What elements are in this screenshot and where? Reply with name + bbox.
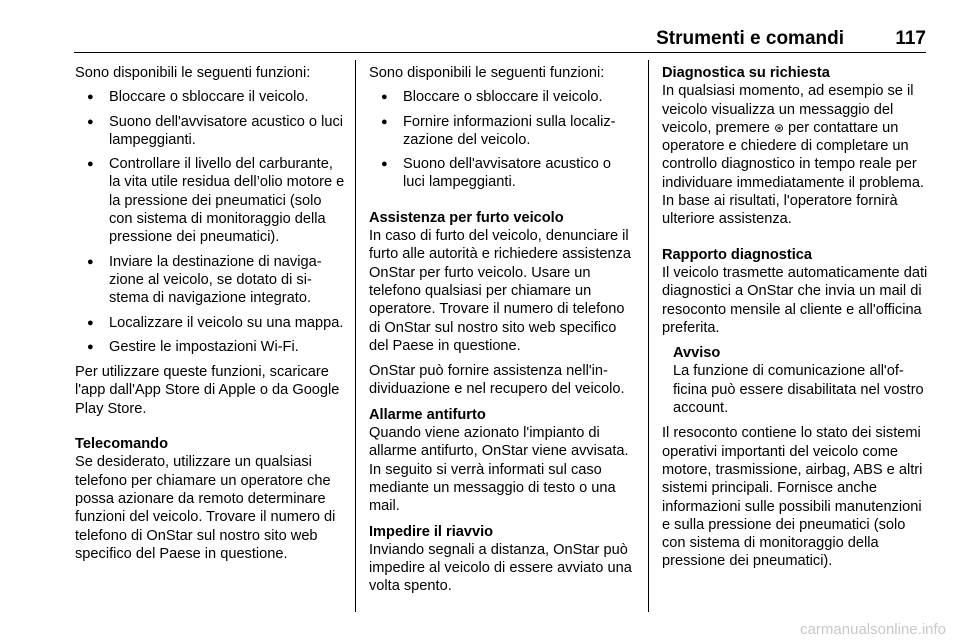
- functions-list: [369, 88, 634, 191]
- list-item: ● Suono dell'avvisatore acustico o luci lampeggianti.: [369, 155, 634, 192]
- alarm-paragraph: Quando viene azionato l'impianto di allarme antifurto, OnStar viene avvisata. In seguito si verrà informati sul caso mediante un messaggio di testo o una mail.: [369, 425, 629, 515]
- note-heading: Avviso: [673, 345, 721, 362]
- theft-paragraph-2: OnStar può fornire assistenza nell'individuazione e nel recupero del veicolo.: [369, 363, 625, 398]
- functions-intro: Sono disponibili le seguenti funzioni:: [369, 65, 605, 81]
- section-title: Strumenti e comandi: [656, 28, 844, 49]
- remote-paragraph: Se desiderato, utilizzare un qualsiasi telefono per chiamare un operatore che possa azionare da remoto determinare funzioni del veicolo. Trovare il numero di telefono di OnStar sul nostro sito web specifico del Paese in questione.: [75, 454, 336, 562]
- column-2: [369, 64, 634, 603]
- restart-heading: Impedire il riavvio: [369, 523, 494, 540]
- diagnostics-text-start: In qualsiasi momento, ad esempio se il veicolo visualizza un messaggio del veicolo, premere: [662, 83, 914, 136]
- note-box: [662, 344, 930, 417]
- list-item: ● Localizzare il veicolo su una mappa.: [75, 314, 345, 332]
- page-header: [0, 28, 960, 54]
- list-item: ● Gestire le impostazioni Wi-Fi.: [75, 338, 345, 356]
- theft-paragraph: In caso di furto del veicolo, denunciare il furto alle autorità e richiedere assistenza OnStar per furto veicolo. Usare un telefono qualsiasi per chiamare un operatore. Trovare il numero di telefono di OnStar sul nostro sito web specifico del Paese in questione.: [369, 228, 632, 354]
- list-item: ● Inviare la destinazione di navigazione al veicolo, se dotato di sistema di navigazione integrato.: [75, 253, 345, 308]
- column-1: [75, 64, 345, 570]
- app-paragraph: Per utilizzare queste funzioni, scaricare l'app dall'App Store di Apple o da Google Play Store.: [75, 364, 340, 417]
- watermark: carmanualsonline.info: [800, 621, 946, 638]
- functions-intro: Sono disponibili le seguenti funzioni:: [75, 65, 311, 81]
- alarm-heading: Allarme antifurto: [369, 406, 486, 423]
- header-divider: [74, 52, 926, 53]
- restart-paragraph: Inviando segnali a distanza, OnStar può impedire al veicolo di essere avviato una volta spento.: [369, 541, 632, 595]
- list-item: ● Suono dell'avvisatore acustico o luci lampeggianti.: [75, 113, 345, 150]
- onstar-button-icon: ⊛: [773, 120, 784, 135]
- column-3: [662, 64, 930, 578]
- note-paragraph: La funzione di comunicazione all'officina può essere disabilitata nel vostro account.: [673, 363, 924, 417]
- diagnostics-heading: Diagnostica su richiesta: [662, 65, 830, 81]
- report-heading: Rapporto diagnostica: [662, 246, 812, 263]
- page-number: 117: [895, 28, 926, 49]
- report-paragraph: Il veicolo trasmette automaticamente dati diagnostici a OnStar che invia un mail di resoconto mensile al cliente e all'officina preferita.: [662, 264, 928, 336]
- diagnostics-paragraph: [662, 82, 930, 228]
- diagnostics-text-end: per contattare un operatore e chiedere di completare un controllo diagnostico in tempo reale per individuare immediatamente il problema. In base ai risultati, l'operatore fornirà ulteriore assistenza.: [662, 119, 925, 228]
- remote-heading: Telecomando: [75, 436, 168, 453]
- theft-heading: Assistenza per furto veicolo: [369, 209, 564, 226]
- list-item: ● Fornire informazioni sulla localizzazione del veicolo.: [369, 113, 634, 150]
- functions-list: [75, 88, 345, 356]
- column-divider-2: [648, 60, 649, 612]
- list-item: ● Controllare il livello del carburante, la vita utile residua dell’olio motore e la pressione dei pneumatici (solo con sistema di monitoraggio della pressione dei pneumatici).: [75, 155, 345, 246]
- list-item: ● Bloccare o sbloccare il veicolo.: [369, 88, 634, 106]
- list-item: ● Bloccare o sbloccare il veicolo.: [75, 88, 345, 106]
- column-divider-1: [355, 60, 356, 612]
- summary-paragraph: Il resoconto contiene lo stato dei sistemi operativi importanti del veicolo come motore, trasmissione, airbag, ABS e altri sistemi principali. Fornisce anche informazioni sulle possibili manutenzioni e sulla pressione dei pneumatici (solo con sistema di monitoraggio della pressione dei pneumatici).: [662, 425, 923, 570]
